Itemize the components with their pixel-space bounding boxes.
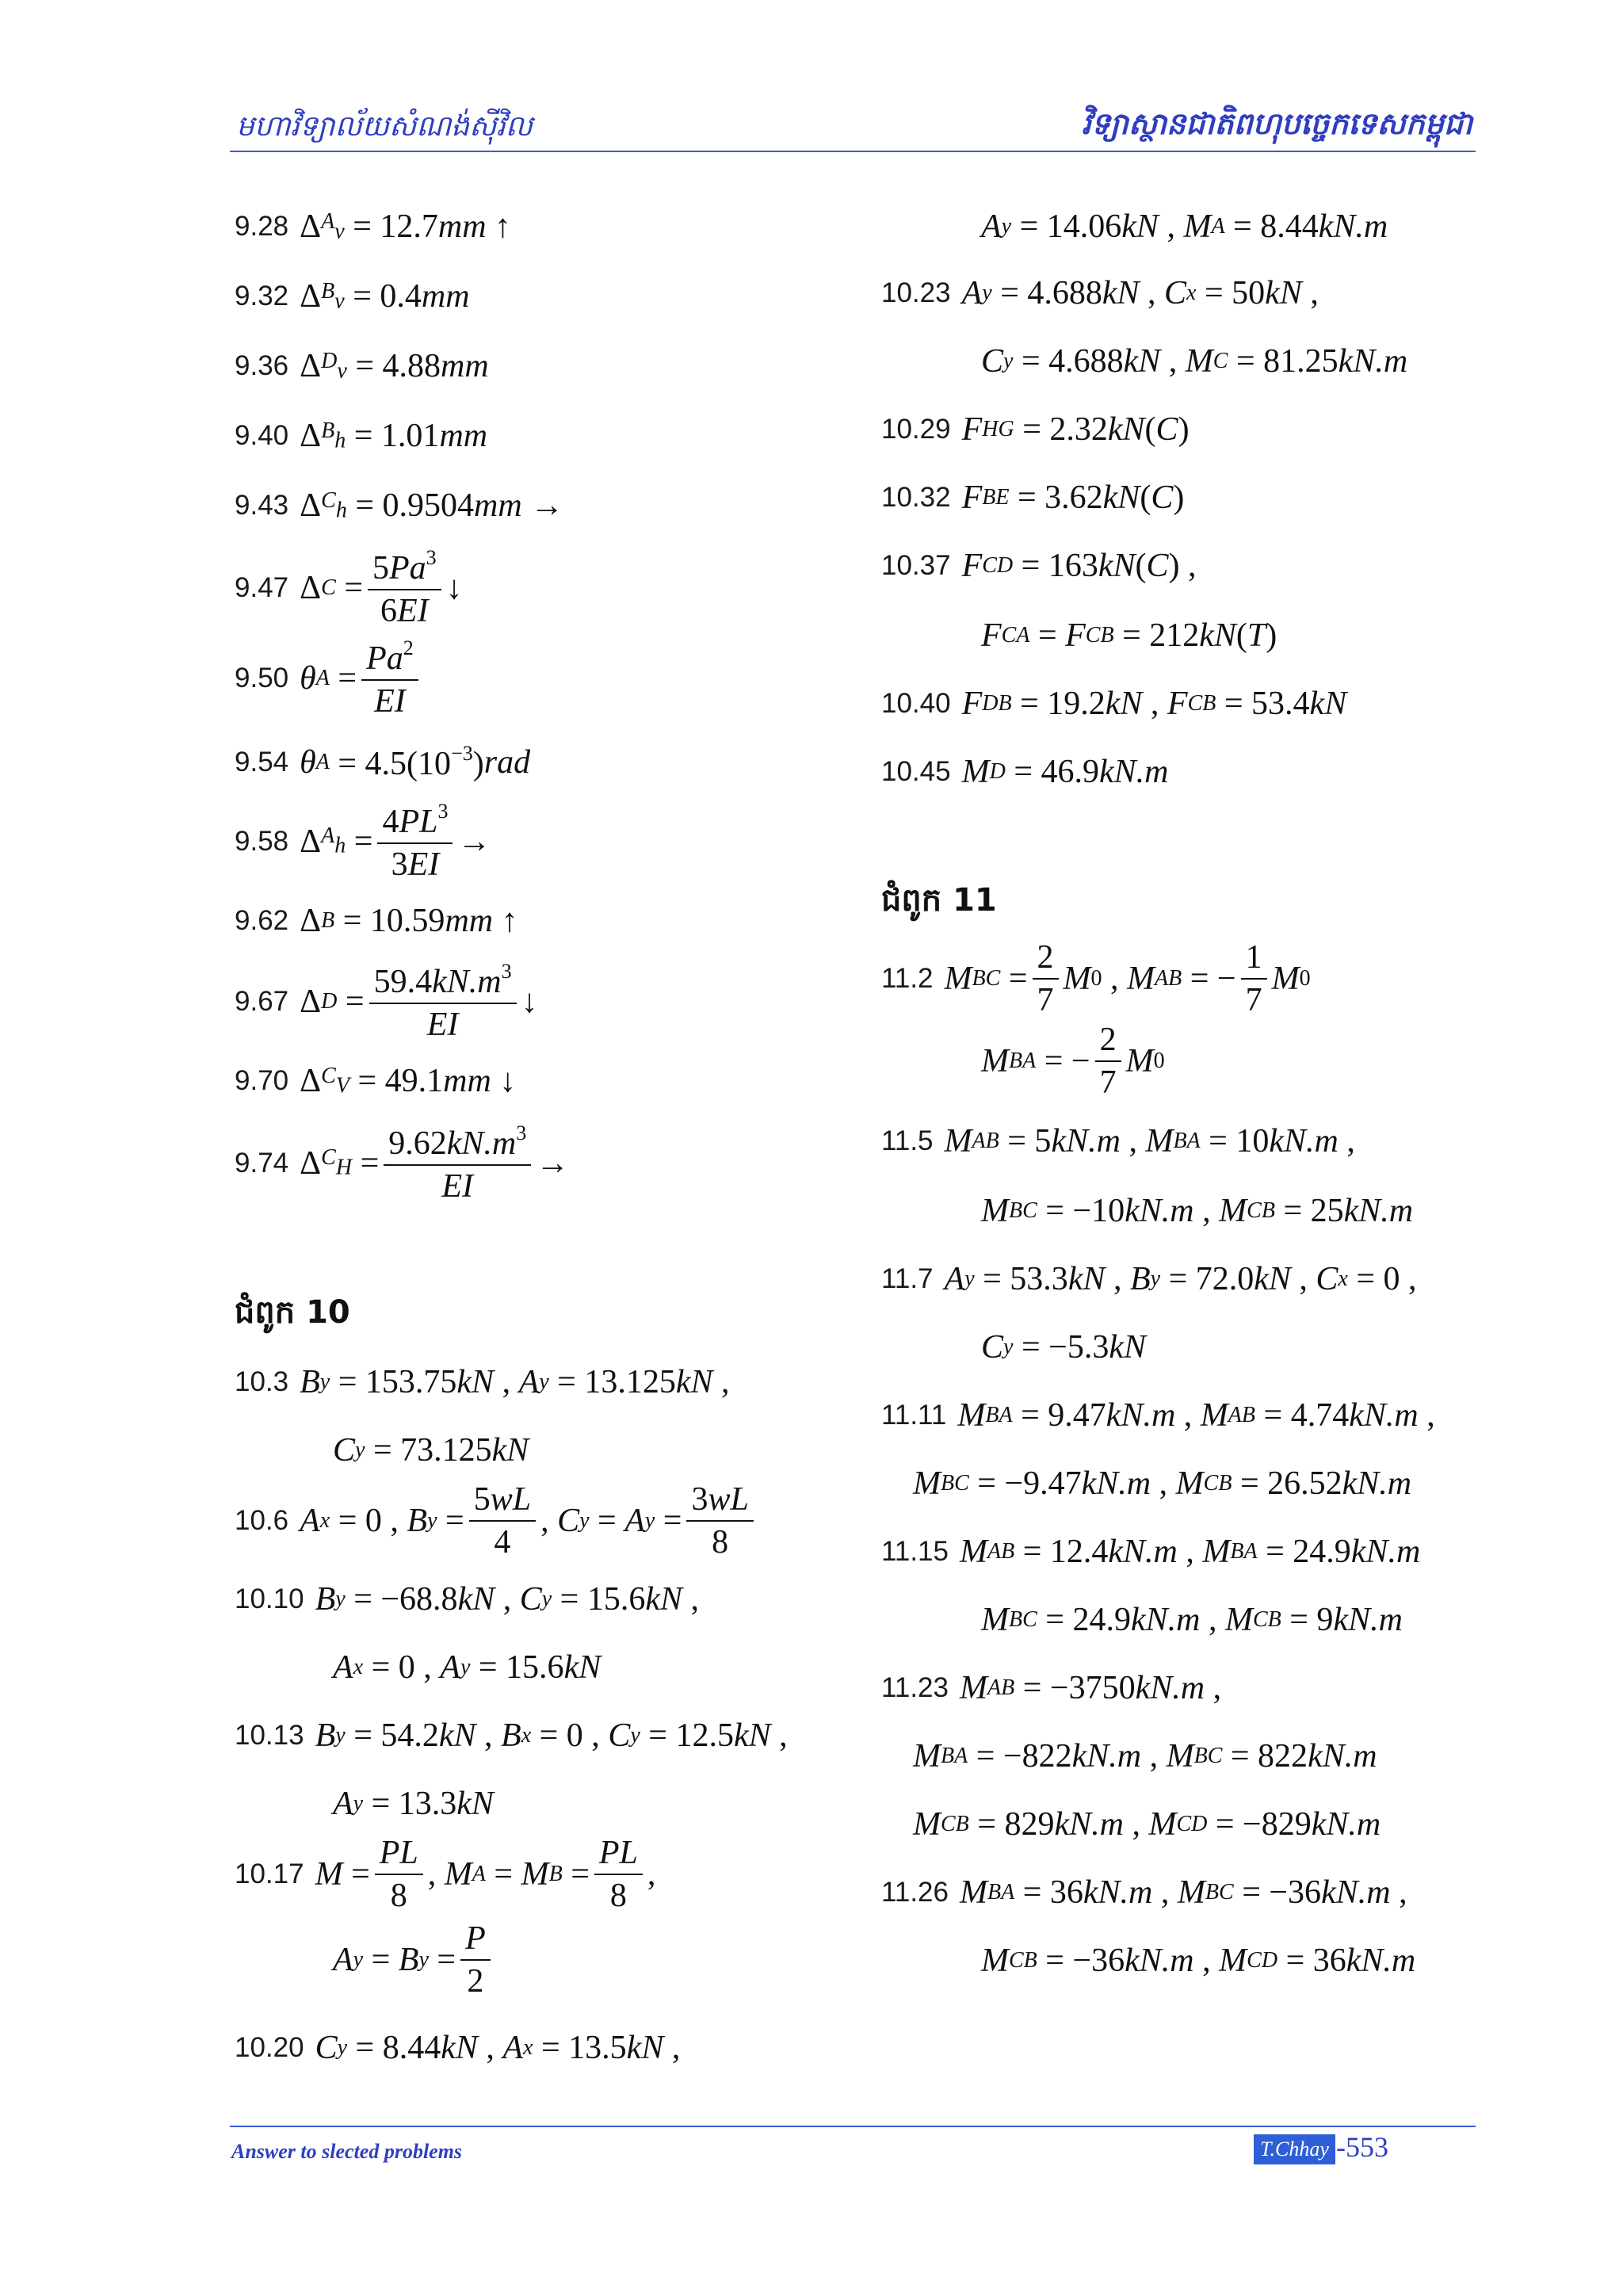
answer-11-11-cont: M BC = −9.47 kN.m , M CB = 26.52 kN.m	[913, 1465, 1412, 1502]
answer-9-40: 9.40 Δ $B_h$ = 1.01 mm	[235, 418, 488, 454]
answer-11-5: 11.5 M AB = 5 kN.m , M BA = 10 kN.m ,	[881, 1123, 1355, 1159]
answer-9-54: 9.54 θ A = $4.5(10^{-3})$ rad	[235, 742, 531, 783]
answer-10-23: 10.23 A y = 4.688 kN , C x = 50 kN ,	[881, 275, 1319, 311]
answer-9-70: 9.70 Δ $C_V$ = 49.1 mm ↓	[235, 1063, 517, 1099]
answer-9-74: 9.74 Δ $C_H$ = $\frac{9.62kN.m^3}{EI}$ →	[235, 1121, 570, 1205]
answer-10-17: 10.17 M = $\frac{PL}{8}$ , M A = M B = $\frac{PL}{8}$ ,	[235, 1835, 656, 1915]
footer-title: Answer to slected problems	[231, 2140, 463, 2163]
answer-9-36: 9.36 Δ $D_v$ = 4.88 mm	[235, 348, 489, 384]
answer-10-40: 10.40 F DB = 19.2 kN , F CB = 53.4 kN	[881, 686, 1347, 722]
answer-9-47: 9.47 Δ C = $\frac{5Pa^3}{6EI}$ ↓	[235, 546, 463, 630]
answer-11-15: 11.15 M AB = 12.4 kN.m , M BA = 24.9 kN.m	[881, 1534, 1421, 1570]
answer-10-10-cont: A x = 0 , A y = 15.6 kN	[333, 1649, 601, 1686]
answer-10-37: 10.37 F CD = 163 kN ( C ) ,	[881, 548, 1197, 584]
answer-11-23: 11.23 M AB = −3750 kN.m ,	[881, 1670, 1222, 1706]
answer-10-13-cont: A y = 13.3 kN	[333, 1786, 494, 1822]
answer-10-6: 10.6 A x = 0 , B y = $\frac{5wL}{4}$ , C y = A y = $\frac{3wL}{8}$	[235, 1482, 758, 1560]
answer-11-15-cont: M BC = 24.9 kN.m , M CB = 9 kN.m	[981, 1602, 1403, 1638]
answer-10-3-cont: C y = 73.125 kN	[333, 1432, 529, 1469]
answer-9-28-expr: Δ $A_v$ = 12.7 mm ↑	[300, 208, 512, 245]
chapter-10-heading: ជំពូក 10	[235, 1294, 350, 1331]
answer-10-29: 10.29 F HG = 2.32 kN ( C )	[881, 411, 1190, 448]
answer-9-43: 9.43 Δ $C_h$ = 0.9504 mm →	[235, 487, 564, 524]
answer-11-23-cont1: M BA = −822 kN.m , M BC = 822 kN.m	[913, 1738, 1377, 1775]
answer-9-32: 9.32 Δ $B_v$ = 0.4 mm	[235, 278, 470, 315]
answer-10-20: 10.20 C y = 8.44 kN , A x = 13.5 kN ,	[235, 2030, 681, 2066]
author-badge: T.Chhay	[1254, 2134, 1335, 2164]
answer-11-2: 11.2 M BC = $\frac{2}{7}$ M 0 , M AB = − $\frac{1}{7}$ M 0	[881, 939, 1311, 1019]
answer-9-28: 9.28 Δ $A_v$ = 12.7 mm ↑	[235, 208, 512, 245]
header-institute-name: វិទ្យាស្ថានជាតិពហុបច្ចេកទេសកម្ពុជា	[1081, 105, 1472, 141]
header-rule	[230, 151, 1476, 152]
header-faculty-name: មហាវិទ្យាល័យសំណង់ស៊ីវិល	[236, 110, 533, 143]
chapter-11-heading: ជំពូក 11	[881, 882, 997, 919]
answer-10-32: 10.32 F BE = 3.62 kN ( C )	[881, 479, 1185, 516]
answer-11-11: 11.11 M BA = 9.47 kN.m , M AB = 4.74 kN.m ,	[881, 1397, 1435, 1434]
answer-9-62: 9.62 Δ B = 10.59 mm ↑	[235, 903, 518, 939]
answer-10-10: 10.10 B y = −68.8 kN , C y = 15.6 kN ,	[235, 1581, 700, 1618]
answer-9-67: 9.67 Δ D = $\frac{59.4kN.m^3}{EI}$ ↓	[235, 960, 538, 1044]
answer-11-26-cont: M CB = −36 kN.m , M CD = 36 kN.m	[981, 1943, 1416, 1979]
answer-11-7-cont: C y = −5.3 kN	[981, 1329, 1146, 1366]
answer-10-17-cont: A y = B y = $\frac{P}{2}$	[333, 1921, 495, 1999]
answer-11-26: 11.26 M BA = 36 kN.m , M BC = −36 kN.m ,	[881, 1874, 1407, 1911]
answer-9-58: 9.58 Δ $A_h$ = $\frac{4PL^3}{3EI}$ →	[235, 800, 491, 884]
answer-10-3: 10.3 B y = 153.75 kN , A y = 13.125 kN ,	[235, 1364, 730, 1400]
answer-10-37-cont: F CA = F CB = 212 kN ( T )	[981, 617, 1277, 654]
page-number: -553	[1336, 2131, 1388, 2163]
footer-rule	[230, 2126, 1476, 2127]
answer-11-7: 11.7 A y = 53.3 kN , B y = 72.0 kN , C x = 0 ,	[881, 1261, 1417, 1297]
answer-11-5-cont: M BC = −10 kN.m , M CB = 25 kN.m	[981, 1193, 1414, 1229]
answer-9-50: 9.50 θ A = $\frac{Pa^2}{EI}$	[235, 637, 423, 719]
answer-11-23-cont2: M CB = 829 kN.m , M CD = −829 kN.m	[913, 1806, 1381, 1843]
answer-11-2-cont: M BA = − $\frac{2}{7}$ M 0	[981, 1022, 1165, 1102]
answer-10-13: 10.13 B y = 54.2 kN , B x = 0 , C y = 12.5 kN ,	[235, 1717, 788, 1754]
answer-10-20-cont: A y = 14.06 kN , M A = 8.44 kN.m	[981, 208, 1388, 245]
answer-10-45: 10.45 M D = 46.9 kN.m	[881, 754, 1169, 790]
answer-10-23-cont: C y = 4.688 kN , M C = 81.25 kN.m	[981, 343, 1408, 380]
